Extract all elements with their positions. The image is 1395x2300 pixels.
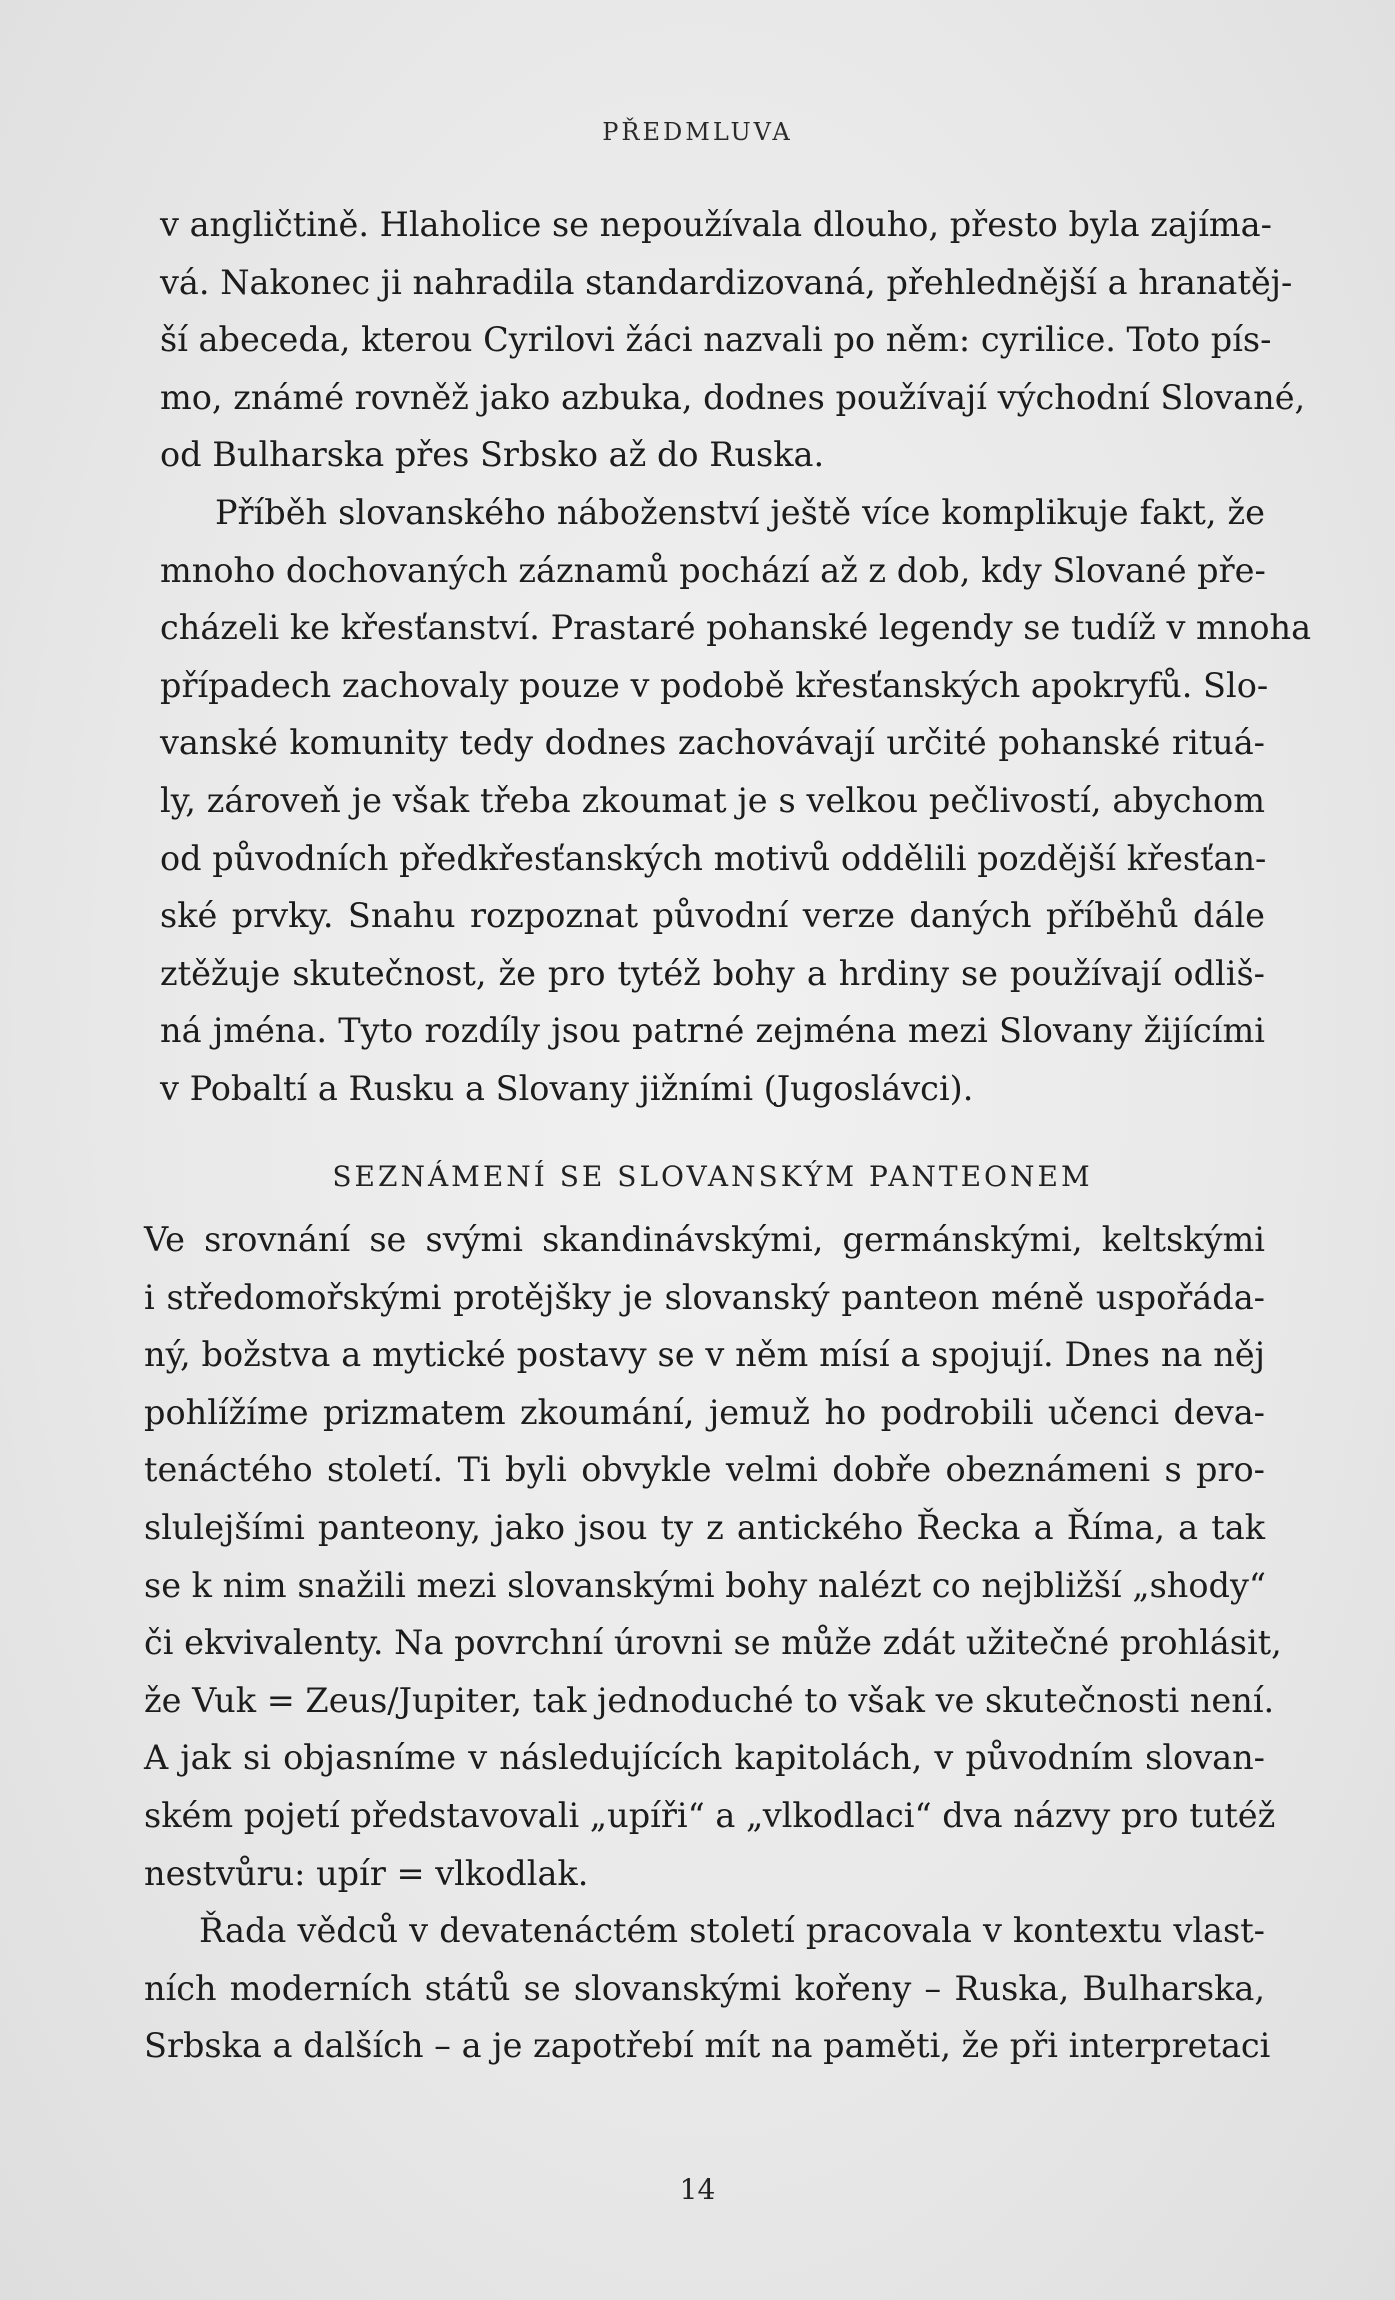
text-line: A jak si objasníme v následujících kapitolách, v původním slovan- xyxy=(144,1738,1265,1778)
text-line: ztěžuje skutečnost, že pro tytéž bohy a hrdiny se používají odliš- xyxy=(160,953,1265,993)
text-line: pohlížíme prizmatem zkoumání, jemuž ho podrobili učenci deva- xyxy=(144,1392,1265,1432)
text-line: či ekvivalenty. Na povrchní úrovni se může zdát užitečné prohlásit, xyxy=(144,1623,1282,1663)
text-line: ské prvky. Snahu rozpoznat původní verze daných příběhů dále xyxy=(160,896,1265,936)
text-line: ná jména. Tyto rozdíly jsou patrné zejména mezi Slovany žijícími xyxy=(160,1011,1265,1051)
text-line: mo, známé rovněž jako azbuka, dodnes používají východní Slované, xyxy=(160,377,1306,417)
text-line: Srbska a dalších – a je zapotřebí mít na paměti, že při interpretaci xyxy=(144,2026,1271,2066)
paragraph xyxy=(144,1211,1282,1902)
text-line: vanské komunity tedy dodnes zachovávají určité pohanské rituá- xyxy=(160,723,1265,763)
text-line: i středomořskými protějšky je slovanský panteon méně uspořáda- xyxy=(144,1277,1265,1317)
text-line: ském pojetí představovali „upíři“ a „vlkodlaci“ dva názvy pro tutéž xyxy=(144,1796,1276,1836)
body-text xyxy=(144,196,1312,2075)
text-line: případech zachovaly pouze v podobě křesťanských apokryfů. Slo- xyxy=(160,665,1269,705)
text-line: mnoho dochovaných záznamů pochází až z dob, kdy Slované pře- xyxy=(160,550,1266,590)
text-line: Ve srovnání se svými skandinávskými, germánskými, keltskými xyxy=(144,1220,1265,1260)
text-line: v Pobaltí a Rusku a Slovany jižními (Jugoslávci). xyxy=(160,1068,974,1108)
text-line: v angličtině. Hlaholice se nepoužívala dlouho, přesto byla zajíma- xyxy=(160,205,1272,244)
text-line: ních moderních států se slovanskými kořeny – Ruska, Bulharska, xyxy=(144,1968,1265,2008)
paragraph xyxy=(160,196,1306,484)
page-number: 14 xyxy=(679,2173,716,2206)
text-line: Příběh slovanského náboženství ještě více komplikuje fakt, že xyxy=(215,492,1265,532)
text-line: od původních předkřesťanských motivů oddělili pozdější křesťan- xyxy=(160,838,1267,878)
text-line: se k nim snažili mezi slovanskými bohy nalézt co nejbližší „shody“ xyxy=(144,1565,1267,1605)
text-line: tenáctého století. Ti byli obvykle velmi dobře obeznámeni s pro- xyxy=(144,1450,1265,1490)
paragraph xyxy=(160,484,1312,1118)
text-line: vá. Nakonec ji nahradila standardizovaná, přehlednější a hranatěj- xyxy=(160,262,1293,302)
paragraphs-after-heading xyxy=(144,1211,1282,2075)
section-heading: SEZNÁMENÍ SE SLOVANSKÝM PANTEONEM xyxy=(332,1159,1093,1193)
text-line: slulejšími panteony, jako jsou ty z antického Řecka a Říma, a tak xyxy=(144,1508,1265,1548)
text-line: že Vuk = Zeus/Jupiter, tak jednoduché to však ve skutečnosti není. xyxy=(144,1680,1275,1720)
paragraph xyxy=(144,1902,1271,2075)
text-line: Řada vědců v devatenáctém století pracovala v kontextu vlast- xyxy=(199,1911,1265,1951)
text-line: cházeli ke křesťanství. Prastaré pohanské legendy se tudíž v mnoha xyxy=(160,608,1312,648)
paragraphs-before-heading xyxy=(160,196,1312,1118)
text-line: od Bulharska přes Srbsko až do Ruska. xyxy=(160,435,825,475)
text-line: ší abeceda, kterou Cyrilovi žáci nazvali po něm: cyrilice. Toto pís- xyxy=(160,320,1272,360)
text-line: nestvůru: upír = vlkodlak. xyxy=(144,1853,589,1893)
text-line: ly, zároveň je však třeba zkoumat je s velkou pečlivostí, abychom xyxy=(160,780,1265,820)
running-head: PŘEDMLUVA xyxy=(602,118,793,146)
text-line: ný, božstva a mytické postavy se v něm mísí a spojují. Dnes na něj xyxy=(144,1335,1265,1375)
